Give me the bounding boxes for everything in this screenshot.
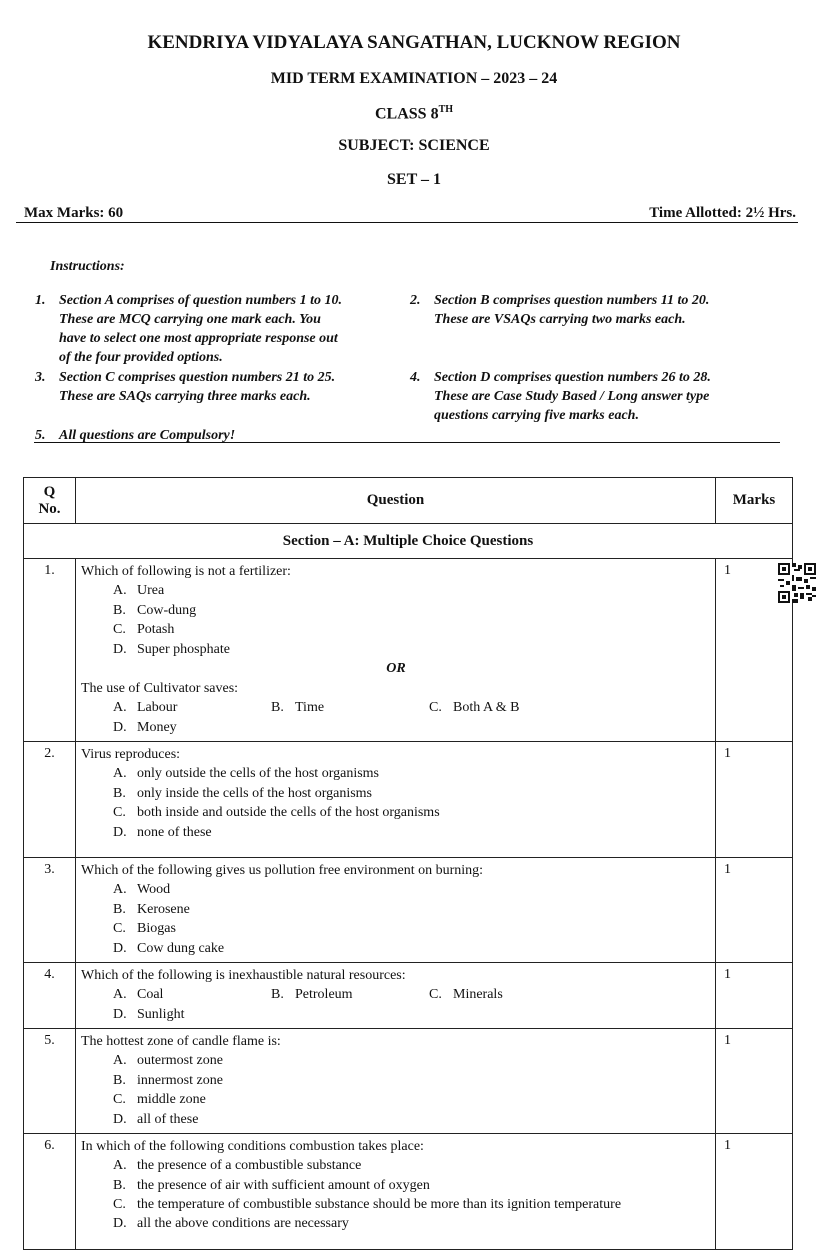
option: C. middle zone [113,1092,206,1107]
options [81,581,711,659]
marks: 1 [716,559,793,742]
option: D. Money [113,719,177,735]
marks: 1 [716,963,793,1029]
max-marks: Max Marks: 60 [24,205,124,221]
table-row [24,963,793,1029]
option: A. Labour [113,700,178,715]
option: C. the temperature of combustible substance should be more than its ignition temperature [113,1197,622,1212]
table-row [24,559,793,742]
option: A. outermost zone [113,1053,223,1068]
question-stem: Which of the following is inexhaustible natural resources: [81,968,406,983]
question-cell [76,1029,716,1134]
table-row [24,742,793,858]
option: B. innermost zone [113,1072,223,1088]
option: B. Kerosene [113,901,190,917]
option: B. Cow-dung [113,602,197,618]
org-title: KENDRIYA VIDYALAYA SANGATHAN, LUCKNOW REGION [147,32,681,53]
option: D. none of these [113,824,212,840]
section-a-row [24,524,793,559]
set-title: SET – 1 [387,171,441,188]
options [81,880,711,958]
option: A. Wood [113,882,171,897]
question-cell [76,742,716,858]
option: B. the presence of air with sufficient amount of oxygen [113,1177,430,1193]
question-table [23,477,793,1250]
col-marks: Marks [716,478,793,524]
marks: 1 [716,742,793,858]
option: A. the presence of a combustible substance [113,1158,362,1173]
option: A. Urea [113,583,165,598]
question-stem: Which of the following gives us pollution free environment on burning: [81,863,484,878]
exam-title: MID TERM EXAMINATION – 2023 – 24 [270,70,558,87]
table-row [24,858,793,963]
qno: 5. [24,1029,76,1134]
option: C. Potash [113,622,175,637]
option: C. Both A & B [429,700,520,715]
option: B. only inside the cells of the host organisms [113,785,372,801]
option: C. Biogas [113,921,176,936]
section-a-heading: Section – A: Multiple Choice Questions [24,524,793,559]
option: C. both inside and outside the cells of the host organisms [113,805,440,820]
question-stem: The use of Cultivator saves: [81,681,239,696]
option: D. all of these [113,1111,199,1127]
col-qno: Q No. [24,478,76,524]
instructions-title: Instructions: [50,259,125,274]
question-stem: In which of the following conditions combustion takes place: [81,1139,424,1154]
col-question: Question [76,478,716,524]
table-header-row [24,478,793,524]
option: D. all the above conditions are necessary [113,1216,349,1231]
question-cell [76,963,716,1029]
qno: 6. [24,1134,76,1250]
option: B. Time [271,700,325,715]
options [81,698,711,737]
qno: 1. [24,559,76,742]
option: C. Minerals [429,987,503,1002]
option: A. only outside the cells of the host organisms [113,766,379,781]
question-stem: Virus reproduces: [81,747,181,762]
options [81,1051,711,1129]
marks: 1 [716,1134,793,1250]
question-stem: Which of following is not a fertilizer: [81,564,291,579]
table-row [24,1029,793,1134]
instructions-divider [34,442,780,443]
qr-code-icon [778,563,816,603]
question-cell [76,559,716,742]
time-allotted: Time Allotted: 2½ Hrs. [649,205,796,221]
marks: 1 [716,858,793,963]
question-cell [76,1134,716,1250]
option: B. Petroleum [271,987,353,1002]
or-separator: OR [386,661,406,676]
option: D. Sunlight [113,1006,185,1022]
qno: 2. [24,742,76,858]
table-row [24,1134,793,1250]
option: A. Coal [113,987,164,1002]
subject-title: SUBJECT: SCIENCE [338,137,490,154]
question-cell [76,858,716,963]
class-title: CLASS 8TH [374,104,454,123]
marks: 1 [716,1029,793,1134]
option: D. Super phosphate [113,641,230,657]
options [81,985,711,1024]
header-divider [16,222,798,223]
question-stem: The hottest zone of candle flame is: [81,1034,281,1049]
qno: 3. [24,858,76,963]
qno: 4. [24,963,76,1029]
option: D. Cow dung cake [113,940,225,956]
